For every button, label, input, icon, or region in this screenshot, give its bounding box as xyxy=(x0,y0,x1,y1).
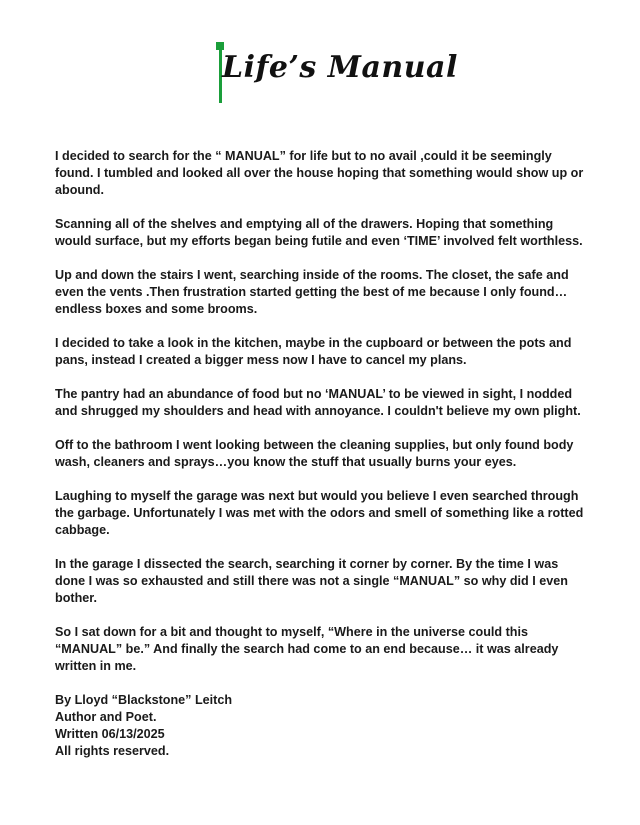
paragraph-5: The pantry had an abundance of food but no ‘MANUAL’ to be viewed in sight, I nodded and shrugged my shoulders and head with annoyance. I couldn't believe my own plight. xyxy=(55,387,581,418)
poem-body xyxy=(55,148,595,760)
signature-date: Written 06/13/2025 xyxy=(55,727,165,741)
paragraph-8: In the garage I dissected the search, searching it corner by corner. By the time I was done I was so exhausted and still there was not a single “MANUAL” so why did I even bother. xyxy=(55,557,568,605)
paragraph-2: Scanning all of the shelves and emptying all of the drawers. Hoping that something would surface, but my efforts began being futile and even ‘TIME’ involved felt worthless. xyxy=(55,217,583,248)
signature-rights: All rights reserved. xyxy=(55,744,170,758)
paragraph-1: I decided to search for the “ MANUAL” for life but to no avail ,could it be seemingly found. I tumbled and looked all over the house hoping that something would show up or abound. xyxy=(55,149,584,197)
paragraph-4: I decided to take a look in the kitchen, maybe in the cupboard or between the pots and pans, instead I created a bigger mess now I have to cancel my plans. xyxy=(55,336,572,367)
signature-block xyxy=(55,692,595,760)
page-title: Life’s Manual xyxy=(222,50,458,85)
paragraph-6: Off to the bathroom I went looking between the cleaning supplies, but only found body wash, cleaners and sprays…you know the stuff that usually burns your eyes. xyxy=(55,438,574,469)
paragraph-9: So I sat down for a bit and thought to myself, “Where in the universe could this “MANUAL” be.” And finally the search had come to an end because… it was already written in me. xyxy=(55,625,559,673)
title-block xyxy=(216,42,458,104)
paragraph-3: Up and down the stairs I went, searching inside of the rooms. The closet, the safe and even the vents .Then frustration started getting the best of me because I only found… endless boxes and some brooms. xyxy=(55,268,569,316)
paragraph-7: Laughing to myself the garage was next but would you believe I even searched through the garbage. Unfortunately I was met with the odors and smell of something like a rotted cabbage. xyxy=(55,489,584,537)
signature-role: Author and Poet. xyxy=(55,710,157,724)
signature-author: By Lloyd “Blackstone” Leitch xyxy=(55,693,233,707)
